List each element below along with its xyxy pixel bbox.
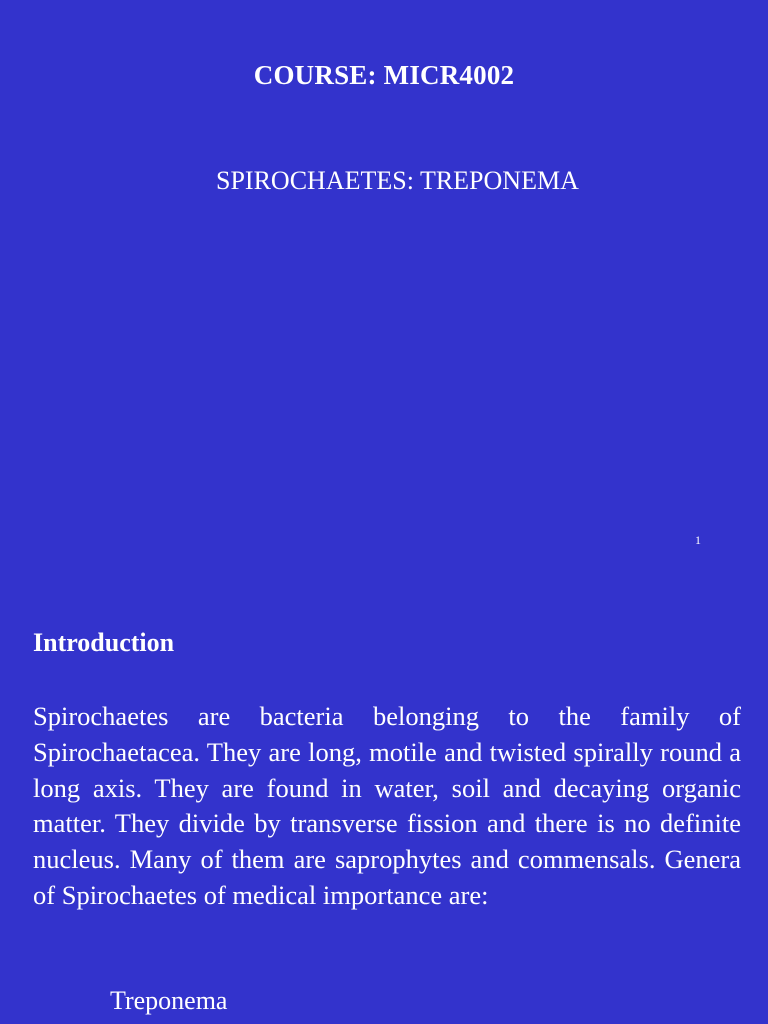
genus-list-item: Treponema: [110, 986, 228, 1015]
section-heading-introduction: Introduction: [33, 628, 175, 657]
course-title: COURSE: MICR4002: [253, 60, 515, 90]
slide-number: 1: [695, 533, 701, 547]
slide-subtitle: SPIROCHAETES: TREPONEMA: [216, 166, 579, 195]
intro-paragraph: Spirochaetes are bacteria belonging to the family of Spirochaetacea. They are long, motile and twisted spirally round a long axis. They are found in water, soil and decaying organic matter. They divide by transverse fission and there is no definite nucleus. Many of them are saprophytes and commensals. Genera of Spirochaetes of medical importance are:: [33, 701, 741, 910]
